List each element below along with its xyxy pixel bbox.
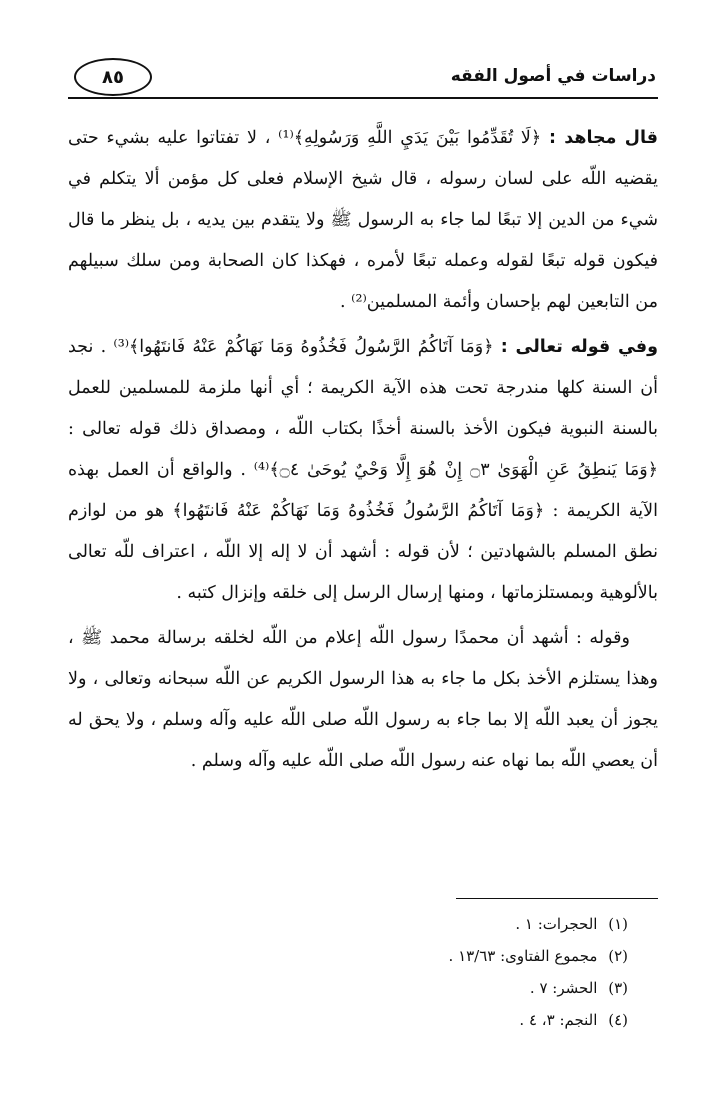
paragraph-lead: وفي قوله تعالى : — [500, 337, 658, 357]
running-title: دراسات في أصول الفقه — [450, 66, 656, 86]
footnote-text: الحجرات: ١ . — [515, 915, 598, 933]
paragraph-text: وقوله : أشهد أن محمدًا رسول اللّه إعلام من اللّه لخلقه برسالة محمد ﷺ ، وهذا يستلزم الأخذ بكل ما جاء به هذا الرسول الكريم عن اللّه سبحانه وتعالى ، ولا يجوز أن يعبد اللّه إلا بما جاء به رسول اللّه صلى اللّه عليه وآله وسلم ، ولا يحق له أن يعصي اللّه بما نهاه عنه رسول اللّه صلى اللّه عليه وآله وسلم . — [68, 628, 658, 771]
paragraph-lead: قال مجاهد : — [548, 128, 658, 148]
paragraph-2 — [68, 327, 658, 614]
footnote-2 — [68, 940, 628, 972]
paragraph-3 — [68, 618, 658, 782]
footnote-text: مجموع الفتاوى: ١٣/٦٣ . — [448, 947, 598, 965]
footnote-text: النجم: ٣، ٤ . — [519, 1011, 598, 1029]
footnote-1 — [68, 908, 628, 940]
footnote-number: (٣) — [608, 979, 628, 997]
footnote-number: (١) — [608, 915, 628, 933]
paragraph-text: ﴿لَا تُقَدِّمُوا بَيْنَ يَدَيِ اللَّهِ وَرَسُولِهِ﴾⁽¹⁾ ، لا تفتاتوا عليه بشيء حتى يقضيه اللّه على لسان رسوله ، قال شيخ الإسلام فعلى كل مؤمن ألا يتكلم في شيء من الدين إلا تبعًا لما جاء به الرسول ﷺ ولا يتقدم بين يديه ، بل ينظر ما قال فيكون قوله تبعًا لقوله وعمله تبعًا لأمره ، فهكذا كان الصحابة ومن سلك سبيلهم من التابعين لهم بإحسان وأئمة المسلمين⁽²⁾ . — [68, 128, 658, 312]
body-text — [68, 118, 658, 786]
header-rule — [68, 97, 658, 99]
footnote-3 — [68, 972, 628, 1004]
footnote-divider — [456, 898, 658, 899]
page-header — [68, 52, 658, 102]
page-number: ٨٥ — [74, 58, 152, 96]
footnote-number: (٤) — [608, 1011, 628, 1029]
footnote-number: (٢) — [608, 947, 628, 965]
paragraph-text: ﴿وَمَا آتَاكُمُ الرَّسُولُ فَخُذُوهُ وَمَا نَهَاكُمْ عَنْهُ فَانتَهُوا﴾⁽³⁾ . نجد أن السنة كلها مندرجة تحت هذه الآية الكريمة ؛ أي أنها ملزمة للمسلمين للعمل بالسنة النبوية فيكون الأخذ بالسنة أخذًا بكتاب اللّه ، ومصداق ذلك قوله تعالى : ﴿وَمَا يَنطِقُ عَنِ الْهَوَىٰ ۝٣ إِنْ هُوَ إِلَّا وَحْيٌ يُوحَىٰ ۝٤﴾⁽⁴⁾ . والواقع أن العمل بهذه الآية الكريمة : ﴿وَمَا آتَاكُمُ الرَّسُولُ فَخُذُوهُ وَمَا نَهَاكُمْ عَنْهُ فَانتَهُوا﴾ هو من لوازم نطق المسلم بالشهادتين ؛ لأن قوله : أشهد أن لا إله إلا اللّه ، اعتراف للّه تعالى بالألوهية وبمستلزماتها ، ومنها إرسال الرسل إلى خلقه وإنزال كتبه . — [68, 337, 658, 603]
footnote-4 — [68, 1004, 628, 1036]
footnotes — [68, 908, 628, 1036]
footnote-text: الحشر: ٧ . — [529, 979, 598, 997]
paragraph-1 — [68, 118, 658, 323]
